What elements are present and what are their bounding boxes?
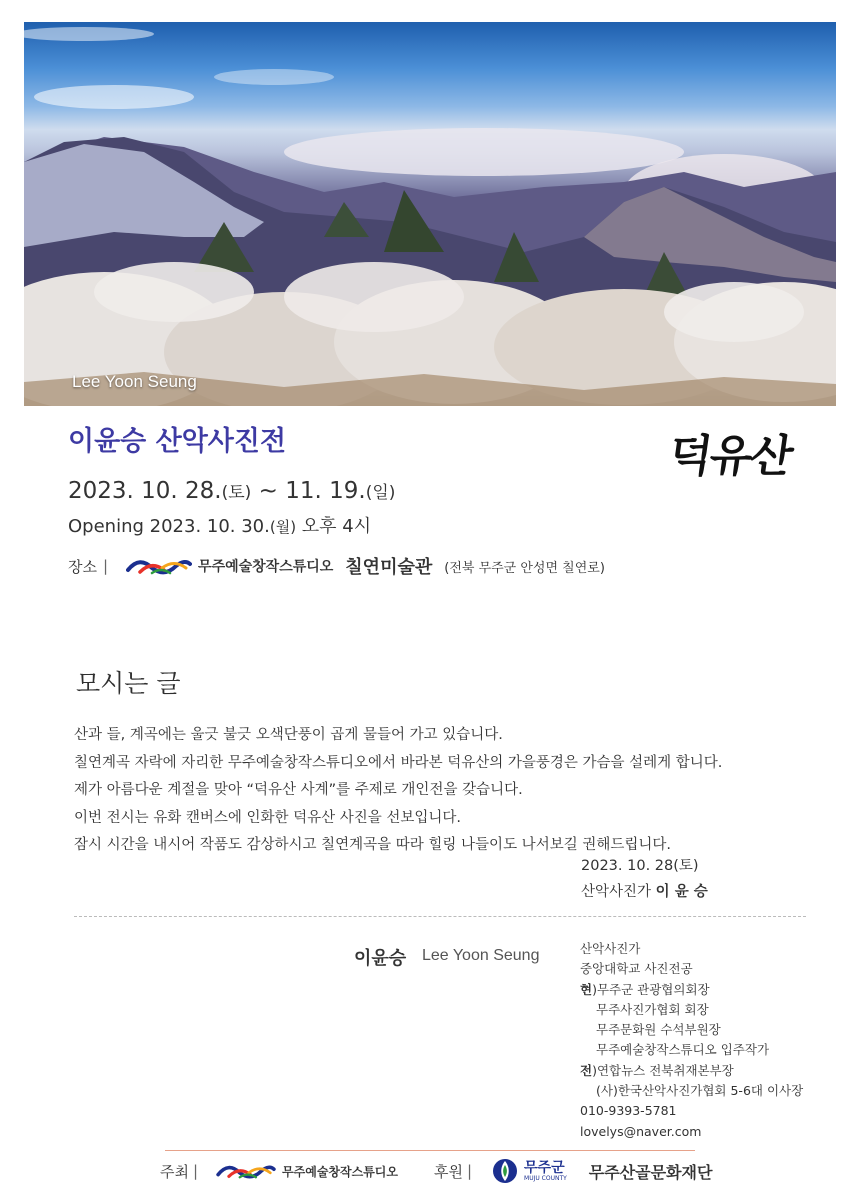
bio-line [580, 980, 803, 1000]
letter-line: 산과 들, 계곡에는 울긋 불긋 오색단풍이 곱게 물들어 가고 있습니다. [74, 727, 503, 743]
bio-line [580, 1040, 803, 1060]
host-separator: | [192, 1162, 199, 1180]
bio-marker-current: 현 [580, 981, 593, 997]
date-end-day: (일) [365, 483, 396, 503]
foundation-name: 무주산골문화재단 [588, 1162, 713, 1182]
bio-line [580, 939, 803, 959]
opening-day: (월) [269, 518, 297, 536]
bio-text: )무주군 관광협의회장 [592, 981, 710, 997]
calligraphy-deogyusan: 덕유산 [665, 431, 795, 482]
exhibition-dates [68, 478, 395, 504]
opening-date: Opening 2023. 10. 30. [68, 516, 270, 537]
letter-title: 모시는 글 [76, 669, 181, 698]
opening-info [68, 512, 371, 538]
photographer-credit: Lee Yoon Seung [72, 372, 197, 391]
host-label: 주최 [160, 1162, 189, 1181]
studio-ribbon-logo [126, 556, 192, 576]
sponsor-label: 후원 [433, 1162, 463, 1181]
muju-county-emblem [490, 1158, 520, 1184]
venue-studio-logotype: 무주예술창작스튜디오 [198, 559, 334, 575]
bio-text: 산악사진가 [580, 941, 641, 956]
venue-row [68, 552, 605, 580]
bio-line [580, 1020, 803, 1040]
letter-line: 이번 전시는 유화 캔버스에 인화한 덕유산 사진을 선보입니다. [74, 809, 462, 826]
signature-name: 이 윤 승 [655, 884, 708, 900]
venue-separator: | [102, 557, 109, 575]
letter-line: 칠연계곡 자락에 자리한 무주예술창작스튜디오에서 바라본 덕유산의 가을풍경은 가슴을 설레게 합니다. [74, 754, 723, 771]
bio-email [580, 1122, 803, 1142]
bio-text: 중앙대학교 사진전공 [580, 961, 693, 977]
bio-text: 무주사진가협회 회장 [596, 1001, 709, 1017]
bio-line [580, 1000, 803, 1020]
footer [160, 1156, 712, 1186]
date-start: 2023. 10. 28. [68, 478, 222, 504]
bio-text: 무주예술창작스튜디오 입주작가 [596, 1042, 770, 1058]
signature-title: 산악사진가 [581, 884, 656, 900]
date-start-day: (토) [221, 483, 252, 503]
bio-text: )연합뉴스 전북취재본부장 [592, 1062, 734, 1078]
studio-ribbon-logo [216, 1162, 276, 1180]
venue-address: (전북 무주군 안성면 칠연로) [444, 560, 605, 576]
bio-line [580, 1061, 803, 1081]
muju-county-logo [490, 1158, 567, 1184]
sponsor-separator: | [466, 1162, 473, 1180]
letter-signature [581, 880, 708, 901]
letter-line: 잠시 시간을 내시어 작품도 감상하시고 칠연계곡을 따라 힐링 나들이도 나서보길 권해드립니다. [74, 837, 671, 853]
muju-logo-ko: 무주군 [524, 1159, 565, 1176]
host-studio-logotype: 무주예술창작스튜디오 [282, 1164, 398, 1179]
opening-time: 오후 4시 [296, 516, 372, 537]
venue-name: 칠연미술관 [345, 557, 433, 578]
letter-date: 2023. 10. 28(토) [581, 858, 699, 874]
artist-bio [580, 939, 803, 1142]
bio-text: lovelys@naver.com [580, 1123, 702, 1139]
hero-photo [24, 22, 836, 406]
date-separator: ~ [251, 478, 286, 504]
artist-name-ko: 이윤승 [354, 948, 407, 969]
letter-body [74, 722, 722, 860]
letter-line: 제가 아름다운 계절을 맞아 “덕유산 사계”를 주제로 개인전을 갖습니다. [74, 782, 523, 798]
footer-divider [165, 1150, 695, 1151]
bio-text: 무주문화원 수석부원장 [596, 1022, 721, 1038]
artist-name-en: Lee Yoon Seung [422, 947, 540, 964]
bio-marker-former: 전 [580, 1062, 593, 1078]
mountain-landscape [24, 22, 836, 406]
section-divider [74, 916, 806, 917]
bio-text: 010-9393-5781 [580, 1103, 677, 1119]
bio-text: (사)한국산악사진가협회 5-6대 이사장 [596, 1083, 804, 1099]
bio-phone [580, 1101, 803, 1121]
date-end: 11. 19. [285, 478, 366, 504]
bio-line [580, 959, 803, 979]
bio-line [580, 1081, 803, 1101]
venue-label: 장소 [68, 557, 97, 576]
exhibition-title: 이윤승 산악사진전 [68, 426, 287, 457]
muju-logo-en: MUJU COUNTY [524, 1174, 567, 1182]
